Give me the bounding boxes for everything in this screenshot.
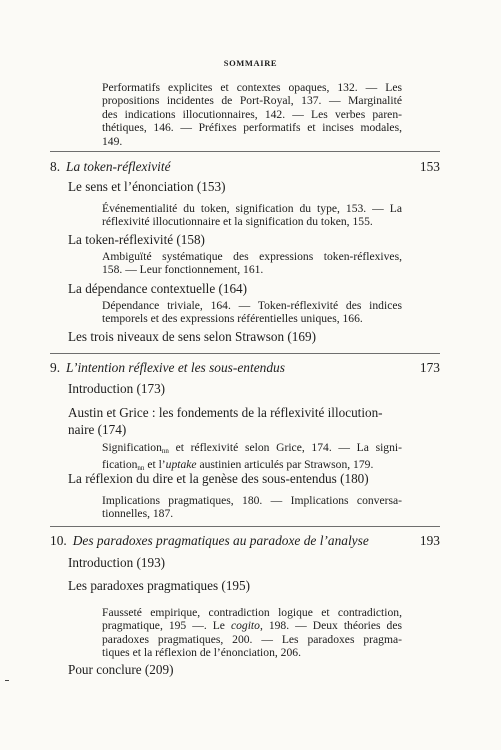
section-title: Pour conclure (209)	[68, 662, 174, 677]
section-heading	[68, 381, 428, 398]
section-title: La dépendance contextuelle (164)	[68, 281, 248, 296]
entry-line: tionnelles, 187.	[102, 507, 174, 521]
chapter-page-number: 153	[419, 159, 440, 174]
section-entries	[102, 299, 402, 326]
entry-line: Ambiguïté systématique des expressions token-réflexives,	[102, 250, 402, 263]
section-heading	[68, 232, 428, 249]
entry-line: pragmatique, 195 —. Le cogito, 198. — Deux théories des	[102, 619, 402, 633]
section-title: La token-réflexivité (158)	[68, 232, 205, 247]
section-title: Austin et Grice : les fondements de la réflexivité illocution-	[68, 405, 383, 420]
entry-line: tiques et la réflexion de l’énonciation, 206.	[102, 646, 301, 660]
chapter-title: Des paradoxes pragmatiques au paradoxe de l’analyse	[72, 533, 369, 548]
section-heading	[68, 471, 428, 488]
section-heading	[68, 405, 428, 438]
section-heading	[68, 179, 428, 196]
entry-line: thétiques, 146. — Préfixes performatifs et incises modales,	[102, 121, 402, 135]
section-title: Le sens et l’énonciation (153)	[68, 179, 226, 194]
margin-mark	[5, 680, 9, 681]
entry-line: Fausseté empirique, contradiction logique et contradiction,	[102, 606, 402, 619]
section-heading	[68, 662, 428, 679]
entry-line: fication$_{nn}$ et l’uptake austinien articulés par Strawson, 179.	[102, 458, 374, 473]
entry-line: temporels et des expressions référentielles uniques, 166.	[102, 312, 363, 326]
section-title: Introduction (173)	[68, 381, 166, 396]
section-entries	[102, 606, 402, 660]
chapter-number: 8.	[50, 159, 61, 174]
section-heading	[68, 578, 428, 595]
entry-line: Dépendance triviale, 164. — Token-réflexivité des indices	[102, 299, 402, 312]
section-entries	[102, 250, 402, 277]
entry-line: Événementialité du token, signification du type, 153. — La	[102, 202, 402, 215]
running-head: SOMMAIRE	[223, 58, 278, 68]
chapter-divider	[50, 151, 440, 152]
section-entries	[102, 494, 402, 521]
section-heading	[68, 555, 428, 572]
chapter-page-number: 193	[419, 533, 440, 548]
section-title: Les trois niveaux de sens selon Strawson (169)	[68, 329, 316, 344]
chapter-number: 10.	[50, 533, 67, 548]
chapter-9-heading	[50, 360, 440, 376]
entry-line: 149.	[102, 134, 123, 148]
entry-line: Signification$_{nn}$ et réflexivité selon Grice, 174. — La signi-	[102, 441, 402, 455]
section-heading	[68, 329, 428, 346]
chapter-title: L’intention réflexive et les sous-entendus	[66, 360, 285, 375]
section-title: naire (174)	[68, 421, 127, 437]
chapter-number: 9.	[50, 360, 61, 375]
section-title: La réflexion du dire et la genèse des sous-entendus (180)	[68, 471, 369, 486]
continued-entry-block	[102, 81, 402, 148]
entry-line: paradoxes pragmatiques, 200. — Les paradoxes pragma-	[102, 632, 402, 646]
chapter-page-number: 173	[419, 360, 440, 375]
chapter-10-heading	[50, 533, 440, 549]
chapter-8-heading	[50, 159, 440, 175]
chapter-divider	[50, 353, 440, 354]
section-title: Introduction (193)	[68, 555, 166, 570]
chapter-title: La token-réflexivité	[66, 159, 171, 174]
entry-line: des indications illocutionnaires, 142. — Les verbes paren-	[102, 107, 402, 121]
entry-line: 158. — Leur fonctionnement, 161.	[102, 263, 264, 277]
entry-line: propositions incidentes de Port-Royal, 137. — Marginalité	[102, 94, 402, 108]
chapter-divider	[50, 526, 440, 527]
entry-line: Performatifs explicites et contextes opaques, 132. — Les	[102, 81, 402, 94]
section-title: Les paradoxes pragmatiques (195)	[68, 578, 250, 593]
entry-line: Implications pragmatiques, 180. — Implications conversa-	[102, 494, 402, 507]
section-entries	[102, 202, 402, 229]
entry-line: réflexivité illocutionnaire et la signification du token, 155.	[102, 215, 373, 229]
section-heading	[68, 281, 428, 298]
